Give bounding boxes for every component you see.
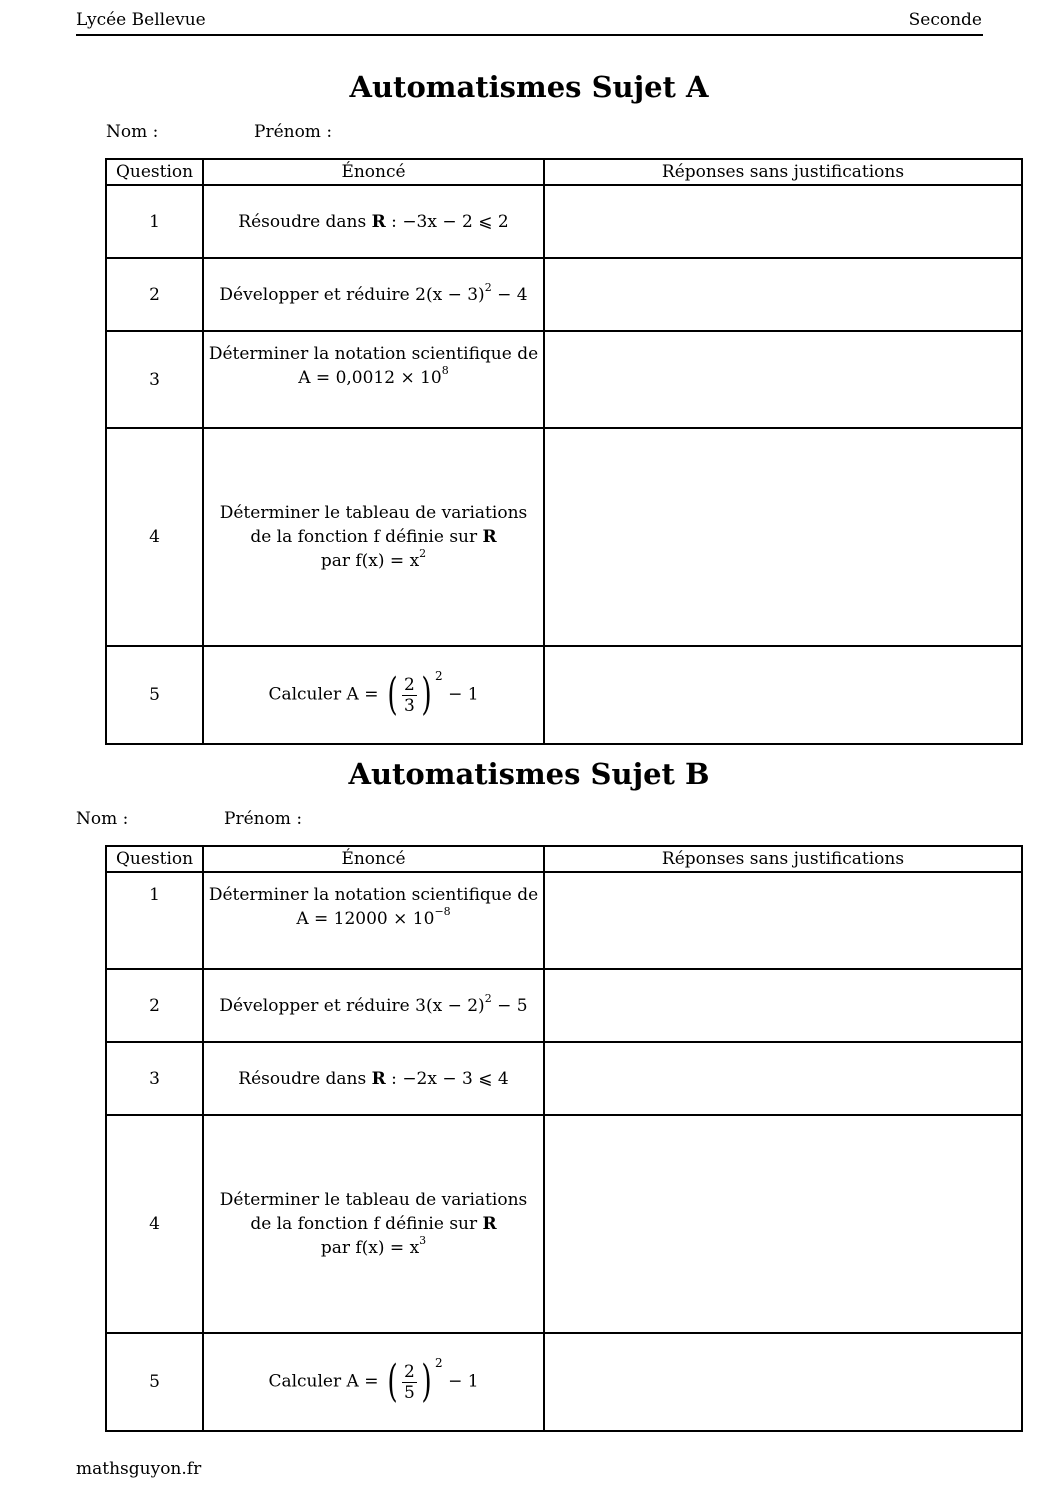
question-statement [203,331,544,428]
set-symbol: R [371,211,386,232]
title-sujet-b: Automatismes Sujet B [348,757,710,791]
table-sujet-b [105,845,1023,1432]
table-row [106,872,1022,969]
question-number: 3 [106,1042,203,1115]
statement-text: Développer et réduire 2(x − 3) [219,284,485,305]
nom-label-a: Nom : [106,122,159,142]
fraction [402,1362,417,1403]
denominator: 3 [404,695,415,716]
col-answers: Réponses sans justifications [544,846,1022,872]
exponent: 2 [484,280,492,294]
question-statement [203,969,544,1042]
title-sujet-a: Automatismes Sujet A [349,70,709,104]
answer-cell[interactable] [544,428,1022,646]
denominator: 5 [404,1382,415,1403]
question-number: 5 [106,646,203,744]
exponent: 2 [484,991,492,1005]
table-row [106,428,1022,646]
statement-text: Résoudre dans [238,211,367,232]
question-number: 1 [106,872,203,969]
question-number: 2 [106,969,203,1042]
prenom-label-b: Prénom : [224,809,303,829]
set-symbol: R [482,1214,497,1234]
table-header-row [106,159,1022,185]
answer-cell[interactable] [544,1042,1022,1115]
statement-line2: A = 0,0012 × 10 [298,368,442,388]
question-number: 2 [106,258,203,331]
table-row [106,1042,1022,1115]
col-question: Question [106,159,203,185]
answer-cell[interactable] [544,969,1022,1042]
exponent: 3 [419,1234,427,1248]
table-row [106,258,1022,331]
nom-label-b: Nom : [76,809,129,829]
table-row [106,1333,1022,1431]
question-number: 5 [106,1333,203,1431]
statement-line2: de la fonction f définie sur [250,527,478,547]
numerator: 2 [404,674,415,695]
question-number: 4 [106,1115,203,1333]
statement-expr: : −2x − 3 ⩽ 4 [385,1068,509,1089]
statement-tail: − 5 [491,995,528,1016]
col-statement: Énoncé [203,846,544,872]
question-statement [203,1042,544,1115]
table-row [106,646,1022,744]
statement-tail: − 4 [491,284,528,305]
exponent: 2 [419,547,427,561]
table-row [106,185,1022,258]
question-statement [203,428,544,646]
table-row [106,969,1022,1042]
set-symbol: R [482,527,497,547]
statement-tail: − 1 [448,1371,479,1392]
statement-line1: Déterminer la notation scientifique de [208,344,539,364]
question-statement [203,1115,544,1333]
statement-text: Développer et réduire 3(x − 2) [219,995,485,1016]
statement-tail: − 1 [448,684,479,705]
col-statement: Énoncé [203,159,544,185]
statement-text: Calculer A = [268,684,379,705]
question-statement [203,185,544,258]
statement-text: Résoudre dans [238,1068,367,1089]
header-school: Lycée Bellevue [76,10,206,30]
col-answers: Réponses sans justifications [544,159,1022,185]
exponent: 2 [435,1356,443,1370]
col-question: Question [106,846,203,872]
question-statement: Calculer A = ( $\frac{2}{5}$ ) $^2$ − 1 [203,1333,544,1431]
exponent: −8 [434,905,451,919]
question-statement [203,258,544,331]
answer-cell[interactable] [544,1333,1022,1431]
header-rule [76,34,983,36]
statement-line3: par f(x) = x [320,551,420,571]
statement-text: Calculer A = [268,1371,379,1392]
answer-cell[interactable] [544,646,1022,744]
answer-cell[interactable] [544,258,1022,331]
table-row [106,331,1022,428]
table-header-row [106,846,1022,872]
question-statement [203,872,544,969]
statement-line1: Déterminer la notation scientifique de [208,885,539,905]
statement-line1: Déterminer le tableau de variations [219,503,528,523]
statement-line2: A = 12000 × 10 [296,909,435,929]
statement-line2: de la fonction f définie sur [250,1214,478,1234]
answer-cell[interactable] [544,331,1022,428]
exponent: 8 [441,364,449,378]
numerator: 2 [404,1361,415,1382]
set-symbol: R [371,1068,386,1089]
answer-cell[interactable] [544,872,1022,969]
statement-line3: par f(x) = x [320,1238,420,1258]
answer-cell[interactable] [544,185,1022,258]
table-sujet-a [105,158,1023,745]
statement-line1: Déterminer le tableau de variations [219,1190,528,1210]
question-number: 4 [106,428,203,646]
answer-cell[interactable] [544,1115,1022,1333]
fraction [402,675,417,716]
question-statement: Calculer A = ( $\frac{2}{3}$ ) $^2$ − 1 [203,646,544,744]
exponent: 2 [435,669,443,683]
question-number: 3 [106,331,203,428]
question-number: 1 [106,185,203,258]
header-level: Seconde [908,10,982,30]
table-row [106,1115,1022,1333]
prenom-label-a: Prénom : [254,122,333,142]
footer-site: mathsguyon.fr [76,1459,202,1479]
statement-expr: : −3x − 2 ⩽ 2 [385,211,509,232]
